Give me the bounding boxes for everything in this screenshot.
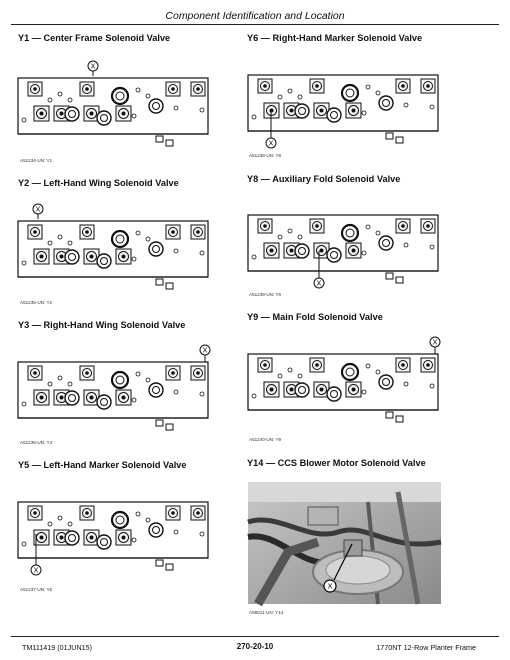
footer-doc-id: TM111419 (01JUN15) (22, 643, 93, 652)
callout-label: X (35, 206, 41, 214)
figure-caption: A69011-UN: Y14 (249, 610, 284, 615)
solenoid-valve (116, 106, 131, 121)
solenoid-valve (34, 390, 49, 405)
solenoid-valve (346, 243, 361, 258)
figure-title: Y5 — Left-Hand Marker Solenoid Valve (18, 460, 187, 470)
solenoid-valve (166, 225, 180, 239)
solenoid-valve (116, 249, 131, 264)
solenoid-valve (34, 249, 49, 264)
solenoid-valve (80, 82, 94, 96)
solenoid-valve (258, 358, 272, 372)
solenoid-valve (421, 219, 435, 233)
footer-rule (11, 636, 499, 637)
solenoid-valve (166, 82, 180, 96)
figure-title: Y3 — Right-Hand Wing Solenoid Valve (18, 320, 186, 330)
figure-y1-diagram (16, 60, 209, 152)
figure-y3 (18, 320, 185, 330)
figure-y3-diagram (16, 344, 209, 436)
solenoid-valve (346, 382, 361, 397)
solenoid-valve (80, 225, 94, 239)
figure-y9 (247, 312, 383, 322)
figure-y8-diagram (246, 197, 439, 289)
figure-title: Y9 — Main Fold Solenoid Valve (247, 312, 383, 322)
solenoid-valve (28, 225, 42, 239)
figure-y6 (247, 33, 422, 43)
valve-block-drawing (16, 344, 209, 436)
solenoid-valve (310, 358, 324, 372)
section-header-title: Component Identification and Location (165, 10, 345, 22)
solenoid-valve (191, 225, 205, 239)
footer-page-number: 270-20-10 (236, 642, 274, 651)
figure-caption: A51237-UN: Y5 (20, 587, 53, 592)
figure-caption: A51236-UN: Y3 (20, 440, 53, 445)
solenoid-valve (80, 506, 94, 520)
callout-label: X (316, 280, 322, 288)
figure-title: Y2 — Left-Hand Wing Solenoid Valve (18, 178, 179, 188)
solenoid-valve (421, 358, 435, 372)
solenoid-valve (28, 506, 42, 520)
callout-label: X (327, 581, 333, 591)
solenoid-valve (80, 366, 94, 380)
callout-label: X (202, 347, 208, 355)
figure-caption: A51234-UN: Y1 (20, 158, 53, 163)
solenoid-valve (396, 219, 410, 233)
valve-block-drawing (16, 484, 209, 576)
solenoid-valve (421, 79, 435, 93)
figure-caption: A51240-UN: Y9 (249, 437, 282, 442)
figure-caption: A51235-UN: Y2 (20, 300, 53, 305)
figure-y9-diagram (246, 336, 439, 428)
figure-caption: A51239-UN: Y8 (249, 292, 282, 297)
valve-block-drawing (16, 60, 209, 152)
solenoid-valve (116, 530, 131, 545)
solenoid-valve (264, 243, 279, 258)
figure-y6-diagram (246, 57, 439, 149)
solenoid-valve (191, 506, 205, 520)
solenoid-valve (346, 103, 361, 118)
valve-block-drawing (246, 197, 439, 289)
callout-label: X (432, 339, 438, 347)
figure-y2 (18, 178, 179, 188)
valve-block-drawing (246, 57, 439, 149)
figure-y2-diagram (16, 203, 209, 295)
footer-section-name: 1770NT 12-Row Planter Frame (376, 643, 476, 652)
figure-y14 (247, 458, 426, 468)
solenoid-valve (191, 366, 205, 380)
figure-y1 (18, 33, 170, 43)
solenoid-valve (264, 382, 279, 397)
blower-valve-photo (248, 482, 441, 604)
figure-y8 (247, 174, 400, 184)
solenoid-valve (34, 106, 49, 121)
solenoid-valve (116, 390, 131, 405)
figure-title: Y8 — Auxiliary Fold Solenoid Valve (247, 174, 401, 184)
solenoid-valve (166, 506, 180, 520)
callout-label: X (33, 567, 39, 575)
solenoid-valve (396, 358, 410, 372)
figure-title: Y1 — Center Frame Solenoid Valve (18, 33, 171, 43)
solenoid-valve (310, 79, 324, 93)
header-rule (11, 24, 499, 25)
solenoid-valve (310, 219, 324, 233)
figure-title: Y14 — CCS Blower Motor Solenoid Valve (247, 458, 426, 468)
figure-y14-photo (248, 482, 441, 604)
solenoid-valve (258, 79, 272, 93)
solenoid-valve (396, 79, 410, 93)
figure-y5-diagram (16, 484, 209, 576)
solenoid-valve (258, 219, 272, 233)
solenoid-valve (28, 366, 42, 380)
valve-block-drawing (246, 336, 439, 428)
callout-label: X (90, 63, 96, 71)
callout-label: X (268, 140, 274, 148)
solenoid-valve (166, 366, 180, 380)
solenoid-valve (191, 82, 205, 96)
figure-y5 (18, 460, 186, 470)
figure-title: Y6 — Right-Hand Marker Solenoid Valve (247, 33, 423, 43)
valve-block-drawing (16, 203, 209, 295)
figure-caption: A51238-UN: Y6 (249, 153, 282, 158)
solenoid-valve (28, 82, 42, 96)
